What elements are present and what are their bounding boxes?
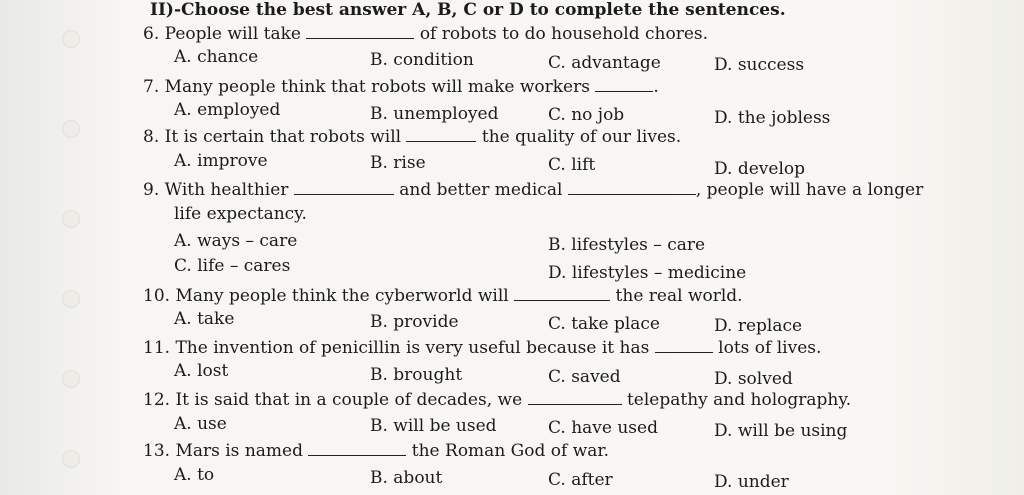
- question-9: [143, 180, 923, 200]
- option-b[interactable]: B. lifestyles – care: [548, 235, 706, 255]
- option-d[interactable]: D. replace: [714, 316, 803, 336]
- option-b[interactable]: B. rise: [370, 153, 426, 173]
- option-b[interactable]: B. unemployed: [370, 104, 499, 124]
- question-text: People will take: [164, 24, 301, 44]
- option-b[interactable]: B. about: [370, 468, 443, 488]
- question-text: It is said that in a couple of decades, we: [175, 390, 523, 410]
- question-text: of robots to do household chores.: [419, 24, 709, 44]
- question-text: Mars is named: [175, 441, 303, 461]
- option-b[interactable]: B. brought: [370, 365, 463, 385]
- option-c[interactable]: C. after: [548, 470, 613, 490]
- question-number: 12.: [143, 390, 171, 410]
- question-text: the Roman God of war.: [411, 441, 610, 461]
- question-text: lots of lives.: [718, 338, 822, 358]
- option-d[interactable]: D. lifestyles – medicine: [548, 263, 747, 283]
- question-text: .: [653, 77, 659, 97]
- option-d[interactable]: D. the jobless: [714, 108, 831, 128]
- option-d[interactable]: D. develop: [714, 159, 805, 179]
- question-text: the quality of our lives.: [481, 127, 682, 147]
- option-a[interactable]: A. chance: [174, 47, 259, 67]
- question-text: It is certain that robots will: [164, 127, 402, 147]
- option-c[interactable]: C. advantage: [548, 53, 661, 73]
- answer-blank[interactable]: [528, 390, 622, 405]
- option-a[interactable]: A. take: [174, 309, 235, 329]
- question-text: Many people think that robots will make workers: [164, 77, 590, 97]
- option-a[interactable]: A. lost: [174, 361, 229, 381]
- question-number: 8.: [143, 127, 160, 147]
- question-text: The invention of penicillin is very useful because it has: [175, 338, 650, 358]
- option-a[interactable]: A. to: [174, 465, 215, 485]
- option-a[interactable]: A. use: [174, 414, 227, 434]
- option-a[interactable]: A. improve: [174, 151, 268, 171]
- question-number: 7.: [143, 77, 160, 97]
- answer-blank[interactable]: [294, 180, 394, 195]
- question-number: 11.: [143, 338, 171, 358]
- option-c[interactable]: C. no job: [548, 105, 625, 125]
- option-b[interactable]: B. will be used: [370, 416, 497, 436]
- option-a[interactable]: A. ways – care: [174, 231, 298, 251]
- option-d[interactable]: D. will be using: [714, 421, 848, 441]
- answer-blank[interactable]: [514, 286, 610, 301]
- question-10: [143, 286, 743, 306]
- question-11: [143, 338, 821, 358]
- option-c[interactable]: C. take place: [548, 314, 660, 334]
- question-8: [143, 127, 681, 147]
- question-text: telepathy and holography.: [626, 390, 852, 410]
- question-number: 6.: [143, 24, 160, 44]
- answer-blank[interactable]: [568, 180, 696, 195]
- answer-blank[interactable]: [595, 77, 653, 92]
- option-b[interactable]: B. provide: [370, 312, 459, 332]
- question-number: 10.: [143, 286, 171, 306]
- question-text-line2: life expectancy.: [174, 204, 307, 224]
- question-12: [143, 390, 851, 410]
- option-d[interactable]: D. solved: [714, 369, 793, 389]
- question-number: 13.: [143, 441, 171, 461]
- question-text: Many people think the cyberworld will: [175, 286, 509, 306]
- question-number: 9.: [143, 180, 160, 200]
- question-7: [143, 77, 659, 97]
- question-text: the real world.: [615, 286, 743, 306]
- option-b[interactable]: B. condition: [370, 50, 474, 70]
- question-text: With healthier: [164, 180, 289, 200]
- option-c[interactable]: C. have used: [548, 418, 658, 438]
- option-c[interactable]: C. saved: [548, 367, 621, 387]
- question-13: [143, 441, 609, 461]
- section-heading: II)-Choose the best answer A, B, C or D to complete the sentences.: [150, 0, 786, 20]
- answer-blank[interactable]: [308, 441, 406, 456]
- option-d[interactable]: D. success: [714, 55, 805, 75]
- option-c[interactable]: C. life – cares: [174, 256, 291, 276]
- question-text: , people will have a longer: [695, 180, 924, 200]
- answer-blank[interactable]: [655, 338, 713, 353]
- answer-blank[interactable]: [306, 24, 414, 39]
- answer-blank[interactable]: [406, 127, 476, 142]
- option-c[interactable]: C. lift: [548, 155, 596, 175]
- question-6: [143, 24, 708, 44]
- option-d[interactable]: D. under: [714, 472, 789, 492]
- question-text: and better medical: [399, 180, 563, 200]
- option-a[interactable]: A. employed: [174, 100, 281, 120]
